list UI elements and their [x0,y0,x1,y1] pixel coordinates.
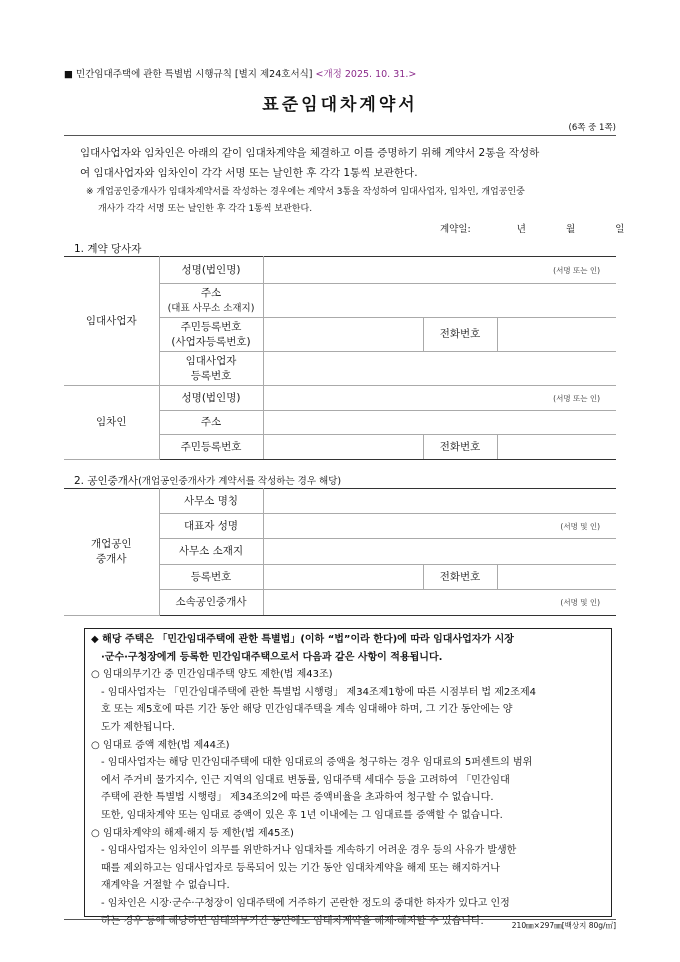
tenant-id-label: 주민등록번호 [159,435,263,460]
year-label: 년 [516,224,526,235]
landlord-address-field[interactable] [263,284,616,318]
contract-date [440,221,624,235]
form-header [64,66,416,80]
broker-regno-label: 등록번호 [159,565,263,590]
notice-item: - 임대사업자는 임차인이 의무를 위반하거나 임대차를 계속하기 어려운 경우 등의 사유가 발생한 [101,845,517,857]
tenant-phone-label: 전화번호 [423,435,497,460]
page-indicator: (6쪽 중 1쪽) [568,123,616,133]
broker-phone-label: 전화번호 [423,565,497,590]
label-line: 임대사업자 [185,354,237,367]
notice-item: 에서 주거비 물가지수, 인근 지역의 임대료 변동률, 임대주택 세대수 등을 고려하여 「민간임대 [101,774,510,786]
rep-name-label: 대표자 성명 [159,514,263,539]
label-line: 주민등록번호 [180,320,242,333]
landlord-label: 임대사업자 [64,257,159,386]
notice-heading: ○ 임대차계약의 해제·해지 등 제한(법 제45조) [91,827,294,839]
landlord-id-field[interactable] [263,318,423,352]
section1-title: 1. 계약 당사자 [74,243,142,255]
label-line: 등록번호 [190,369,232,382]
section2-title [74,473,341,488]
notice-item: - 임대사업자는 해당 민간임대주택에 대한 임대료의 증액을 청구하는 경우 임대료의 5퍼센트의 범위 [101,757,533,769]
broker-phone-field[interactable] [497,565,616,590]
revision-date: <개정 2025. 10. 31.> [315,69,417,80]
tenant-label: 임차인 [64,386,159,460]
notice-item: 때를 제외하고는 임대사업자로 등록되어 있는 기간 동안 임대차계약을 해제 또는 해지하거나 [101,862,500,874]
affiliated-signature[interactable]: (서명 및 인) [263,590,616,616]
intro-line: 여 임대사업자와 임차인이 각각 서명 또는 날인한 후 각각 1통씩 보관한다. [80,167,418,179]
broker-label [64,489,159,616]
landlord-address-label [159,284,263,318]
notice-heading: ○ 임대료 증액 제한(법 제44조) [91,739,230,751]
parties-table [64,256,616,460]
office-address-label: 사무소 소재지 [159,539,263,565]
office-name-label: 사무소 명칭 [159,489,263,514]
landlord-phone-label: 전화번호 [423,318,497,352]
rep-signature[interactable]: (서명 및 인) [263,514,616,539]
notice-item: 도가 제한됩니다. [101,721,175,733]
notice-item: 재계약을 거절할 수 없습니다. [101,880,230,892]
month-label: 월 [566,224,576,235]
square-bullet-icon: ■ [64,69,73,80]
landlord-id-label [159,318,263,352]
notice-heading: ○ 임대의무기간 중 민간임대주택 양도 제한(법 제43조) [91,669,333,681]
broker-regno-field[interactable] [263,565,423,590]
document-title: 표준임대차계약서 [262,95,418,115]
form-reference: 민간임대주택에 관한 특별법 시행규칙 [별지 제24호서식] [76,69,313,80]
tenant-address-label: 주소 [159,411,263,435]
broker-note [86,184,614,218]
broker-table [64,488,616,616]
office-address-field[interactable] [263,539,616,565]
landlord-regno-label [159,352,263,386]
landlord-signature[interactable]: (서명 또는 인) [263,257,616,284]
affiliated-broker-label: 소속공인중개사 [159,590,263,616]
office-name-field[interactable] [263,489,616,514]
tenant-id-field[interactable] [263,435,423,460]
note-line: 개사가 각각 서명 또는 날인한 후 각각 1통씩 보관한다. [98,204,313,214]
section2-heading: 2. 공인중개사 [74,475,139,487]
contract-date-label: 계약일: [440,224,471,235]
notice-item: - 임차인은 시장·군수·구청장이 임대주택에 거주하기 곤란한 정도의 중대한 하자가 있다고 인정 [101,897,510,909]
notice-item: 하는 경우 등에 해당하면 임대의무기간 동안에도 임대차계약을 해제·해지할 수 있습니다. [101,915,484,927]
landlord-regno-field[interactable] [263,352,616,386]
day-label: 일 [615,224,625,235]
label-line: 중개사 [96,553,127,565]
intro-paragraph [80,143,612,183]
notice-item: - 임대사업자는 「민간임대주택에 관한 특별법 시행령」 제34조제1항에 따른 시점부터 법 제2조제4 [101,686,536,698]
tenant-name-label: 성명(법인명) [159,386,263,411]
tenant-address-field[interactable] [263,411,616,435]
notice-item: 주택에 관한 특별법 시행령」 제34조의2에 따른 증액비율을 초과하여 청구할 수 없습니다. [101,792,494,804]
section2-note: (개업공인중개사가 계약서를 작성하는 경우 해당) [138,476,342,487]
notice-intro: ·군수·구청장에게 등록한 민간임대주택으로서 다음과 같은 사항이 적용됩니다. [101,651,443,663]
paper-spec: 210㎜×297㎜[백상지 80g/㎡] [511,921,616,930]
landlord-phone-field[interactable] [497,318,616,352]
label-line: 주소 [200,286,222,299]
notice-intro: ◆ 해당 주택은 「민간임대주택에 관한 특별법」(이하 “법”이라 한다)에 따라 임대사업자가 시장 [91,634,514,645]
tenant-phone-field[interactable] [497,435,616,460]
intro-line: 임대사업자와 임차인은 아래의 같이 임대차계약을 체결하고 이를 증명하기 위해 계약서 2통을 작성하 [80,147,540,159]
label-line: (사업자등록번호) [171,335,251,348]
notice-item: 호 또는 제5호에 따른 기간 동안 해당 민간임대주택을 계속 임대해야 하며, 그 기간 동안에는 양 [101,704,513,716]
label-line: (대표 사무소 소재지) [167,302,255,314]
note-line: ※ 개업공인중개사가 임대차계약서를 작성하는 경우에는 계약서 3통을 작성하여 임대사업자, 임차인, 개업공인중 [86,187,525,197]
notice-item: 또한, 임대차계약 또는 임대료 증액이 있은 후 1년 이내에는 그 임대료를 증액할 수 없습니다. [101,809,503,821]
label-line: 개업공인 [90,538,132,550]
tenant-signature[interactable]: (서명 또는 인) [263,386,616,411]
landlord-name-label: 성명(법인명) [159,257,263,284]
top-divider [64,135,616,136]
